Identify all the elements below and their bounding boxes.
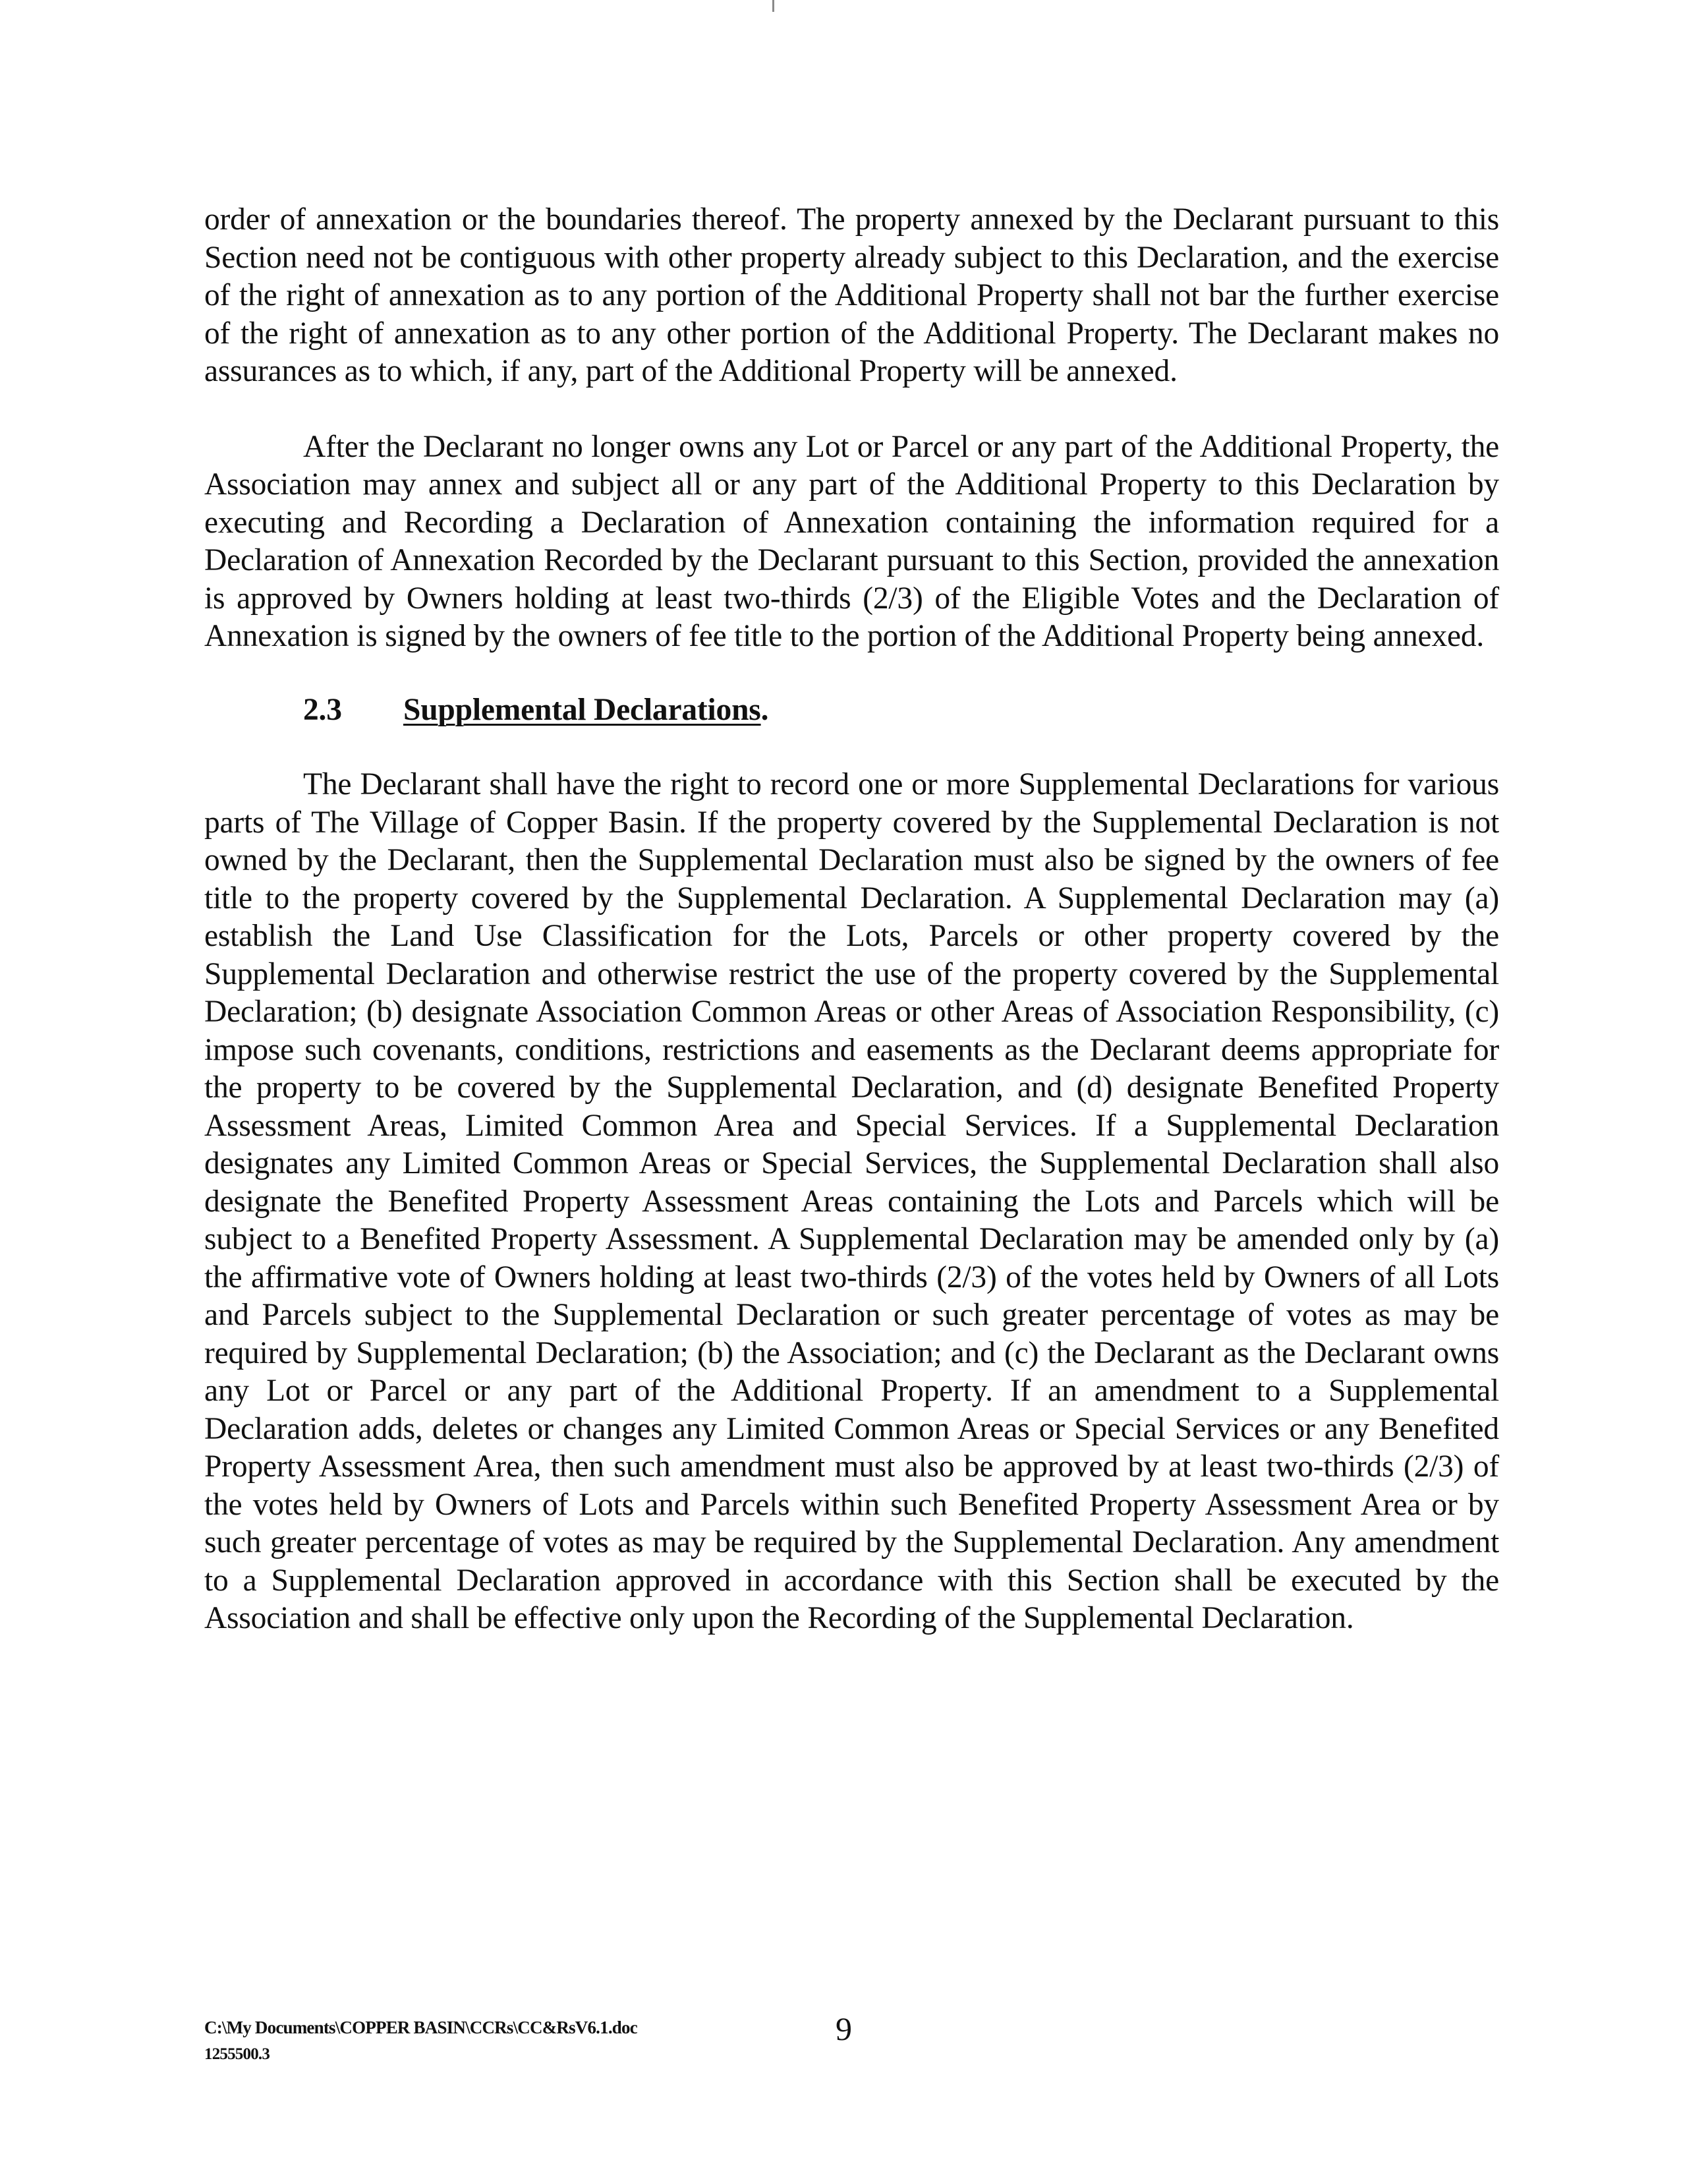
page-number: 9 bbox=[836, 2010, 852, 2047]
paragraph-association-annexation: After the Declarant no longer owns any Lot or Parcel or any part of the Additional Property, the Association may annex and subject all or any part of the Additional Property to this Declaration by executing and Recording a Declaration of Annexation containing the information required for a Declaration of Annexation Recorded by the Declarant pursuant to this Section, provided the annexation is approved by Owners holding at least two-thirds (2/3) of the Eligible Votes and the Declaration of Annexation is signed by the owners of fee title to the portion of the Additional Property being annexed. bbox=[204, 429, 1499, 653]
section-heading bbox=[204, 691, 1499, 730]
section-number: 2.3 bbox=[303, 692, 342, 727]
section-title-period: . bbox=[760, 692, 769, 727]
footer-document-number: 1255500.3 bbox=[204, 2045, 270, 2063]
scan-mark bbox=[772, 0, 774, 12]
footer-file-path: C:\My Documents\COPPER BASIN\CCRs\CC&RsV6.1.doc bbox=[204, 2018, 637, 2037]
page-footer bbox=[204, 2010, 1499, 2089]
paragraph-supplemental-declarations: The Declarant shall have the right to record one or more Supplemental Declarations for various parts of The Village of Copper Basin. If the property covered by the Supplemental Declaration is not owned by the Declarant, then the Supplemental Declaration must also be signed by the owners of fee title to the property covered by the Supplemental Declaration. A Supplemental Declaration may (a) establish the Land Use Classification for the Lots, Parcels or other property covered by the Supplemental Declaration and otherwise restrict the use of the property covered by the Supplemental Declaration; (b) designate Association Common Areas or other Areas of Association Responsibility, (c) impose such covenants, conditions, restrictions and easements as the Declarant deems appropriate for the property to be covered by the Supplemental Declaration, and (d) designate Benefited Property Assessment Areas, Limited Common Area and Special Services. If a Supplemental Declaration designates any Limited Common Areas or Special Services, the Supplemental Declaration shall also designate the Benefited Property Assessment Areas containing the Lots and Parcels which will be subject to a Benefited Property Assessment. A Supplemental Declaration may be amended only by (a) the affirmative vote of Owners holding at least two-thirds (2/3) of the votes held by Owners of all Lots and Parcels subject to the Supplemental Declaration or such greater percentage of votes as may be required by Supplemental Declaration; (b) the Association; and (c) the Declarant as the Declarant owns any Lot or Parcel or any part of the Additional Property. If an amendment to a Supplemental Declaration adds, deletes or changes any Limited Common Areas or Special Services or any Benefited Property Assessment Area, then such amendment must also be approved by at least two-thirds (2/3) of the votes held by Owners of Lots and Parcels within such Benefited Property Assessment Area or by such greater percentage of votes as may be required by the Supplemental Declaration. Any amendment to a Supplemental Declaration approved in accordance with this Section shall be executed by the Association and shall be effective only upon the Recording of the Supplemental Declaration. bbox=[204, 767, 1499, 1635]
section-title: Supplemental Declarations bbox=[403, 692, 761, 727]
paragraph-annexation-continued: order of annexation or the boundaries thereof. The property annexed by the Declarant pursuant to this Section need not be contiguous with other property already subject to this Declaration, and the exercise of the right of annexation as to any portion of the Additional Property shall not bar the further exercise of the right of annexation as to any other portion of the Additional Property. The Declarant makes no assurances as to which, if any, part of the Additional Property will be annexed. bbox=[204, 202, 1499, 388]
document-body bbox=[204, 201, 1499, 1638]
